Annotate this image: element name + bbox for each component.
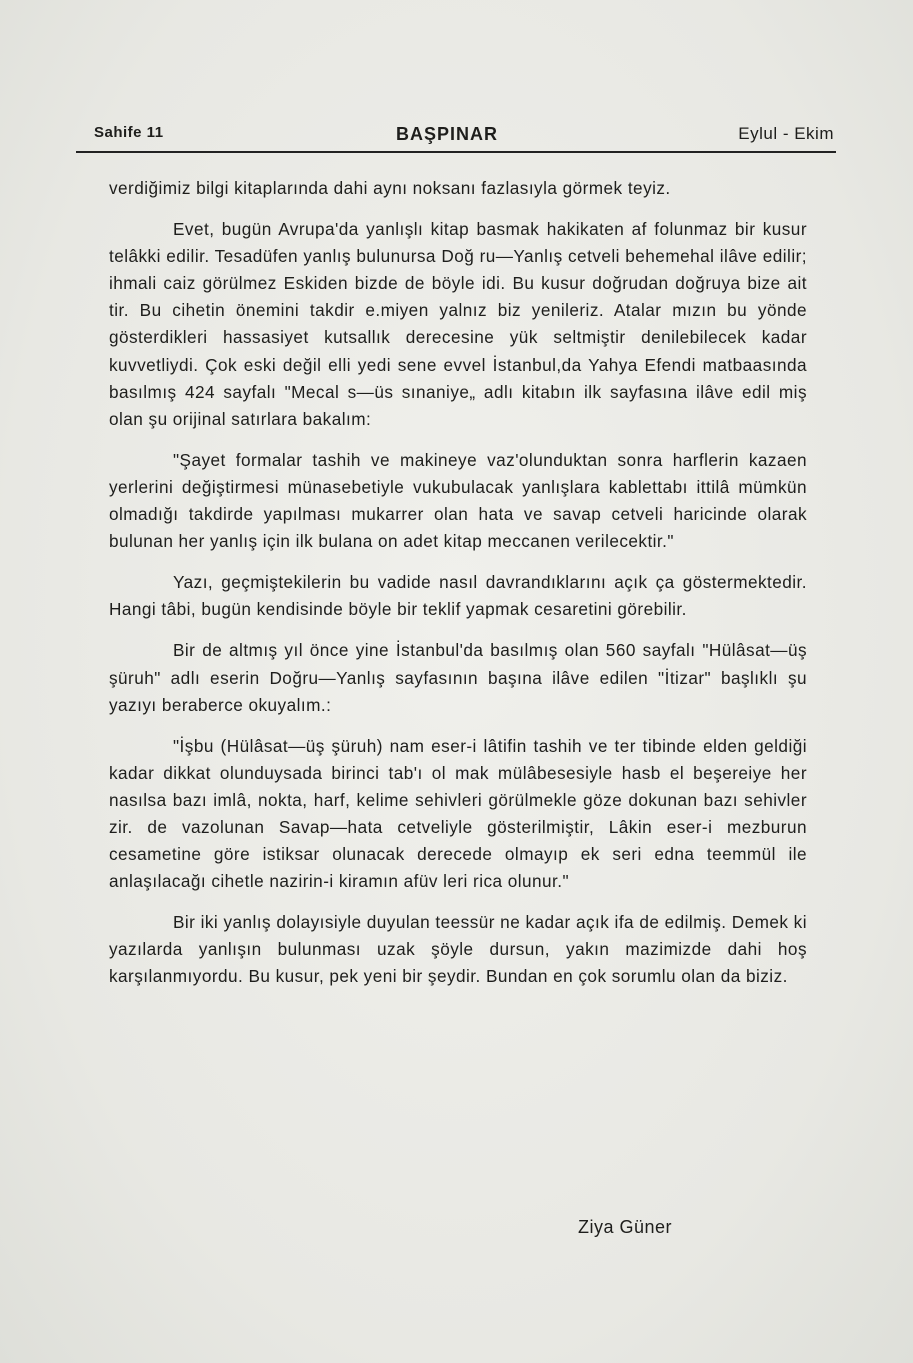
- page-number: Sahife 11: [94, 124, 164, 141]
- paragraph: Evet, bugün Avrupa'da yanlışlı kitap basmak hakikaten af folunmaz bir kusur telâkki edilir. Tesadüfen yanlış bulunursa Doğ ru—Yanlış cetveli behemehal ilâve edilir; ihmali caiz görülmez Eskiden bizde de böyle idi. Bu kusur doğrudan doğruya bize ait tir. Bu cihetin önemini takdir e.miyen yalnız biz yenileriz. Atalar mızın bu yönde gösterdikleri hassasiyet kutsallık derecesine yük seltmiştir denilebilecek kadar kuvvetliydi. Çok eski değil elli yedi sene evvel İstanbul,da Yahya Efendi matbaasında basılmış 424 sayfalı "Mecal s—üs sınaniye„ adlı kitabın ilk sayfasına ilâve edil miş olan şu orijinal satırlara bakalım:: [109, 219, 807, 429]
- article-body: [109, 175, 807, 991]
- header-divider: [76, 151, 836, 153]
- quoted-paragraph: "İşbu (Hülâsat—üş şüruh) nam eser-i lâtifin tashih ve ter tibinde elden geldiği kadar dikkat olunduysada birinci tab'ı ol mak mülâbesesiyle hasb el beşereiye her nasılsa bazı imlâ, nokta, harf, kelime sehivleri görülmekle göze dokunan bazı sehivler zir. de vazolunan Savap—hata cetveliyle gösterilmiştir, Lâkin eser-i mezburun cesametine göre istiksar olunacak derecede olmayıp ek seri edna teemmül ile anlaşılacağı cihetle nazirin-i kiramın afüv leri rica olunur.": [109, 735, 807, 892]
- paragraph-continuation: verdiğimiz bilgi kitaplarında dahi aynı noksanı fazlasıyla görmek teyiz.: [109, 178, 671, 198]
- issue-date: Eylul - Ekim: [738, 124, 834, 143]
- author-signature: Ziya Güner: [578, 1217, 673, 1237]
- running-header: [76, 124, 836, 150]
- journal-title: BAŞPINAR: [396, 124, 499, 144]
- quoted-paragraph: "Şayet formalar tashih ve makineye vaz'olunduktan sonra harflerin kazaen yerlerini değiştirmesi münasebetiyle vukubulacak yanlışlara kablettabı ittilâ mümkün olmadığı takdirde yapılması mukarrer olan hata ve savap cetveli haricinde olarak bulunan her yanlış için ilk bulana on adet kitap meccanen verilecektir.": [109, 449, 807, 552]
- paragraph: Bir de altmış yıl önce yine İstanbul'da basılmış olan 560 sayfalı "Hülâsat—üş şüruh" adlı eserin Doğru—Yanlış sayfasının başına ilâve edilen "İtizar" başlıklı şu yazıyı beraberce okuyalım.:: [109, 640, 807, 715]
- paragraph: Yazı, geçmiştekilerin bu vadide nasıl davrandıklarını açık ça göstermektedir. Hangi tâbi, bugün kendisinde böyle bir teklif yapmak cesaretini görebilir.: [109, 572, 807, 620]
- paragraph: Bir iki yanlış dolayısiyle duyulan teessür ne kadar açık ifa de edilmiş. Demek ki yazılarda yanlışın bulunması uzak şöyle dursun, yakın mazimizde dahi hoş karşılanmıyordu. Bu kusur, pek yeni bir şeydir. Bundan en çok sorumlu olan da biziz.: [109, 912, 807, 987]
